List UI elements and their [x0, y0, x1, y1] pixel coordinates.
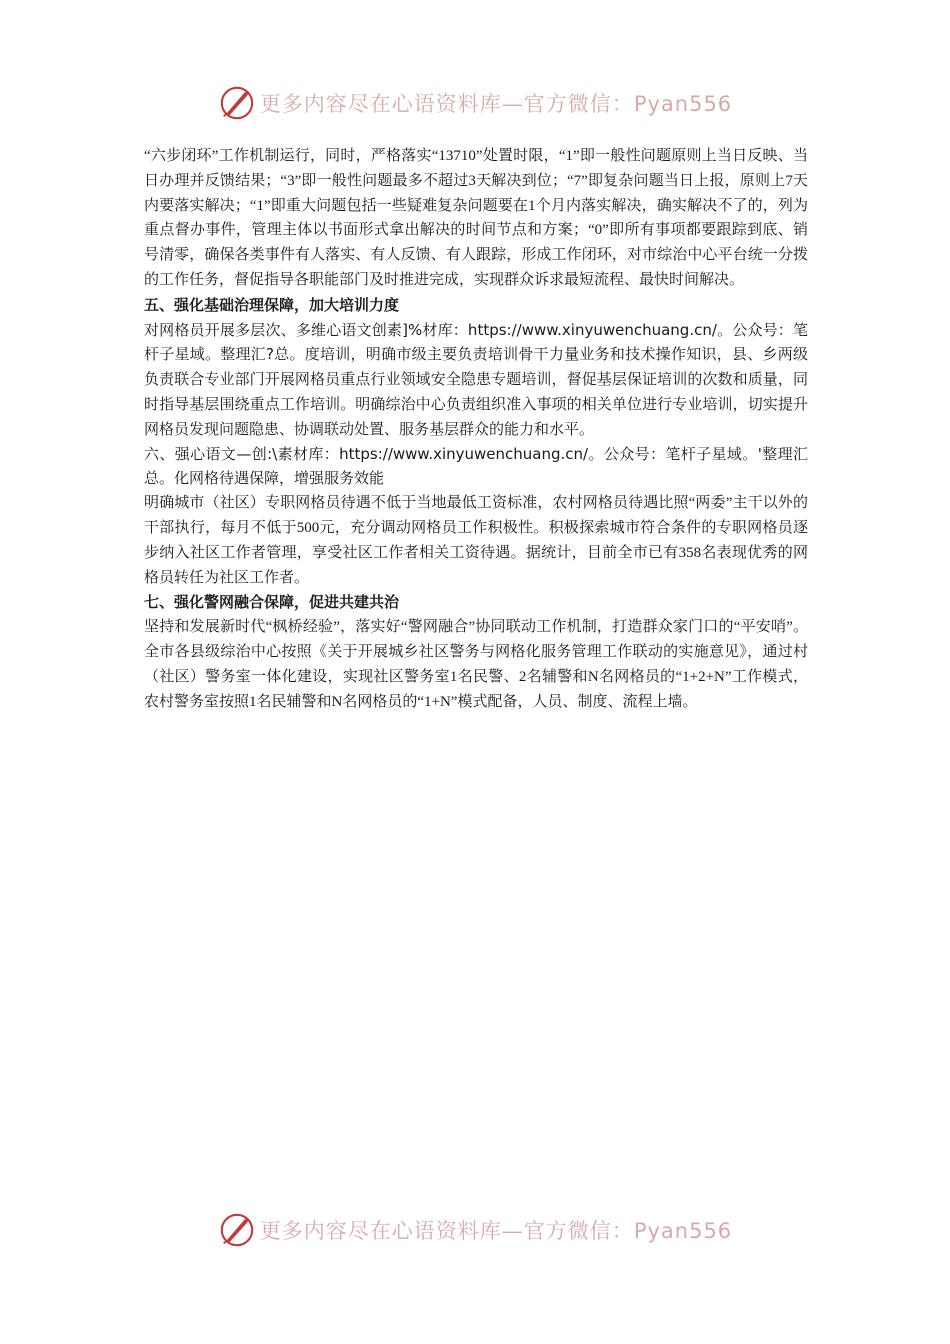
quill-logo-icon — [218, 1211, 256, 1249]
quill-logo-icon — [218, 84, 256, 122]
paragraph-closed-loop: “六步闭环”工作机制运行，同时，严格落实“13710”处置时限，“1”即一般性问题原则上当日反映、当日办理并反馈结果；“3”即一般性问题最多不超过3天解决到位；“7”即复杂问题当日上报，原则上7天内要落实解决；“1”即重大问题包括一些疑难复杂问题要在1个月内落实解决，确实解决不了的，列为重点督办事件，管理主体以书面形式拿出解决的时间节点和方案；“0”即所有事项都要跟踪到底、销号清零，确保各类事件有人落实、有人反馈、有人跟踪，形成工作闭环，对市综治中心平台统一分拨的工作任务，督促指导各职能部门及时推进完成，实现群众诉求最短流程、最快时间解决。 — [144, 148, 808, 288]
banner-main-text: 更多内容尽在心语资料库—官方微信： — [259, 92, 634, 116]
banner-wechat-id: Pyan556 — [633, 92, 733, 116]
banner-text — [260, 88, 732, 118]
section-heading-5: 五、强化基础治理保障，加大培训力度 — [144, 295, 400, 314]
paragraph-training: 对网格员开展多层次、多维心语文创素]%材库：https://www.xinyuwenchuang.cn/。公众号：笔杆子星域。整理汇?总。度培训，明确市级主要负责培训骨干力量业务和技术操作知识，县、乡两级负责联合专业部门开展网格员重点行业领域安全隐患专题培训，督促基层保证培训的次数和质量，同时指导基层围绕重点工作培训。明确综治中心负责组织准入事项的相关单位进行专业培训，切实提升网格员发现问题隐患、协调联动处置、服务基层群众的能力和水平。 — [144, 320, 808, 438]
banner-main-text: 更多内容尽在心语资料库—官方微信： — [259, 1219, 634, 1243]
header-watermark-banner — [0, 83, 950, 123]
section-heading-7: 七、强化警网融合保障，促进共建共治 — [144, 593, 400, 612]
document-body — [144, 144, 808, 714]
footer-watermark-banner — [0, 1210, 950, 1250]
paragraph-benefits: 明确城市（社区）专职网格员待遇不低于当地最低工资标准，农村网格员待遇比照“两委”主干以外的干部执行，每月不低于500元，充分调动网格员工作积极性。积极探索城市符合条件的专职网格员逐步纳入社区工作者管理，享受社区工作者相关工资待遇。据统计，目前全市已有358名表现优秀的网格员转任为社区工作者。 — [144, 495, 808, 586]
banner-wechat-id: Pyan556 — [633, 1219, 733, 1243]
paragraph-police-grid: 坚持和发展新时代“枫桥经验”，落实好“警网融合”协同联动工作机制，打造群众家门口的“平安哨”。全市各县级综治中心按照《关于开展城乡社区警务与网格化服务管理工作联动的实施意见》，通过村（社区）警务室一体化建设，实现社区警务室1名民警、2名辅警和N名网格员的“1+2+N”工作模式，农村警务室按照1名民辅警和N名网格员的“1+N”模式配备，人员、制度、流程上墙。 — [144, 619, 808, 710]
section-heading-6: 六、强心语文—创:\素材库：https://www.xinyuwenchuang.cn/。公众号：笔杆子星域。'整理汇总。化网格待遇保障，增强服务效能 — [144, 444, 808, 488]
banner-text — [260, 1215, 732, 1245]
